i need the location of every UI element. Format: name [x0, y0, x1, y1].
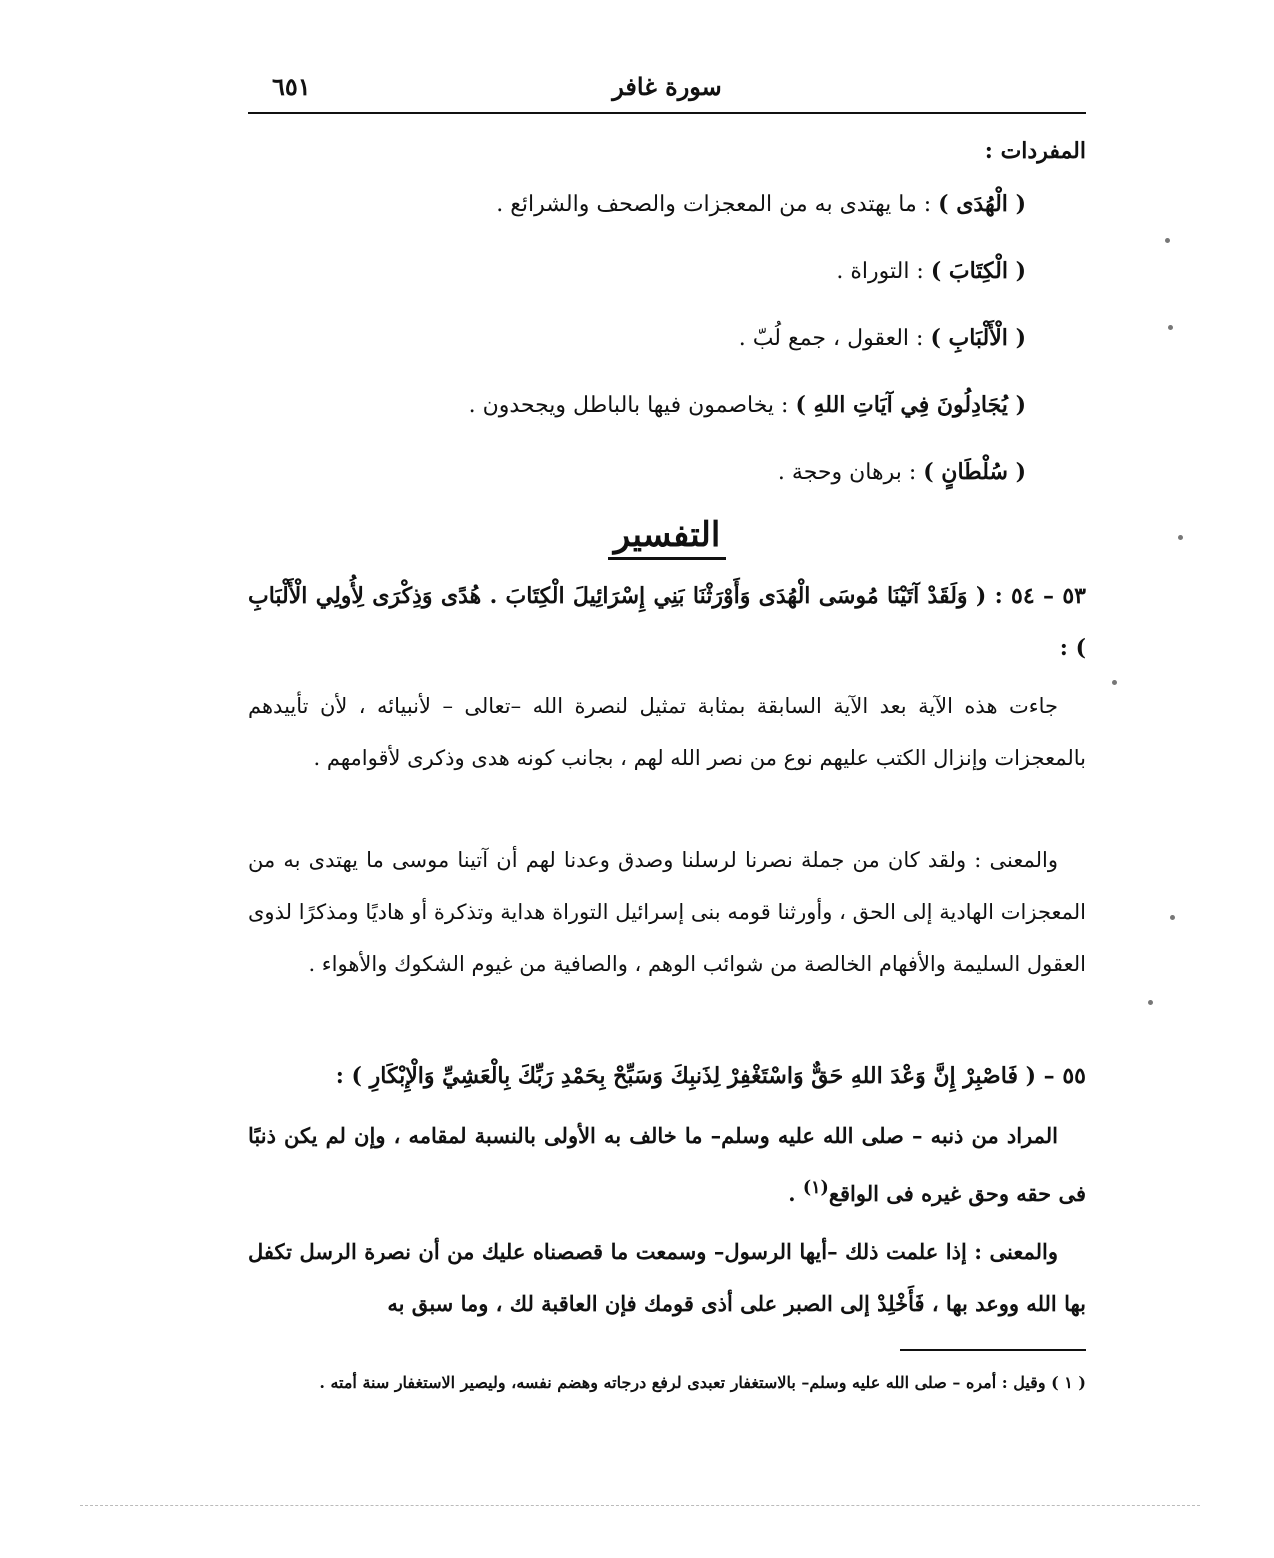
scan-speck [1165, 238, 1170, 243]
verse-53-54: ٥٣ – ٥٤ : ( وَلَقَدْ آتَيْنَا مُوسَى الْهُدَى وَأَوْرَثْنَا بَنِي إِسْرَائِيلَ الْكِتَابَ . هُدًى وَذِكْرَى لِأُولِي الْأَلْبَابِ ) : [248, 583, 1086, 661]
paragraph-3-end: . [788, 1181, 803, 1206]
vocabulary-meaning: : يخاصمون فيها بالباطل ويجحدون . [468, 393, 796, 418]
vocabulary-meaning: : ما يهتدى به من المعجزات والصحف والشرائع . [496, 192, 939, 217]
scan-speck [1168, 325, 1173, 330]
vocabulary-term: ( الْكِتَابَ ) [930, 258, 1026, 284]
section-title-text: التفسير [608, 515, 727, 560]
paragraph-2 [248, 834, 1086, 990]
page-number: ٦٥١ [272, 72, 311, 101]
footnote-reference: (١) [802, 1178, 829, 1198]
scan-speck [1112, 680, 1117, 685]
footnote-rule [900, 1349, 1086, 1351]
vocabulary-meaning: : برهان وحجة . [777, 460, 924, 485]
verse-55: ٥٥ – ( فَاصْبِرْ إِنَّ وَعْدَ اللهِ حَقٌّ وَاسْتَغْفِرْ لِذَنبِكَ وَسَبِّحْ بِحَمْدِ رَبِّكَ بِالْعَشِيِّ وَالْإِبْكَارِ ) : [335, 1063, 1086, 1089]
paragraph-4-text: والمعنى : إذا علمت ذلك –أيها الرسول– وسمعت ما قصصناه عليك من أن نصرة الرسل تكفل بها الله ووعد بها ، فَأَخْلِدْ إلى الصبر على أذى قومك فإن العاقبة لك ، وما سبق به [248, 1239, 1086, 1316]
vocabulary-item [386, 188, 1026, 221]
vocabulary-item [386, 255, 1026, 288]
scan-speck [1178, 535, 1183, 540]
paragraph-1-text: جاءت هذه الآية بعد الآية السابقة بمثابة تمثيل لنصرة الله –تعالى – لأنبيائه ، لأن تأييدهم بالمعجزات وإنزال الكتب عليهم نوع من نصر الله لهم ، بجانب كونه هدى وذكرى لأقوامهم . [248, 694, 1086, 770]
scan-speck [1170, 915, 1175, 920]
vocabulary-meaning: : العقول ، جمع لُبّ . [738, 326, 931, 351]
paragraph-2-text: والمعنى : ولقد كان من جملة نصرنا لرسلنا وصدق وعدنا لهم أن آتينا موسى ما يهتدى به من المعجزات الهادية إلى الحق ، وأورثنا قومه بنى إسرائيل التوراة هداية وتذكرة أو هاديًا ومذكرًا لذوى العقول السليمة والأفهام الخالصة من شوائب الوهم ، والصافية من غيوم الشكوك والأهواء . [248, 848, 1086, 976]
paragraph-3-line [248, 1110, 1086, 1220]
footnote: ( ١ ) وقيل : أمره – صلى الله عليه وسلم– بالاستغفار تعبدى لرفع درجاته وهضم نفسه، وليصير الاستغفار سنة أمته . [319, 1373, 1086, 1392]
paragraph-4 [248, 1226, 1086, 1330]
vocabulary-item [386, 322, 1026, 355]
paragraph-1 [248, 680, 1086, 784]
paragraph-3 [248, 1110, 1086, 1220]
section-title [248, 515, 1086, 555]
vocabulary-term: ( يُجَادِلُونَ فِي آيَاتِ اللهِ ) [795, 392, 1026, 418]
vocabulary-term: ( الْهُدَى ) [938, 191, 1026, 217]
paragraph-3-text: المراد من ذنبه – صلى الله عليه وسلم– ما خالف به الأولى بالنسبة لمقامه ، وإن لم يكن ذنبًا فى حقه وحق غيره فى الواقع [248, 1123, 1086, 1206]
vocabulary-term: ( الْأَلْبَابِ ) [930, 325, 1026, 351]
vocabulary-item [386, 389, 1026, 422]
page-header [248, 66, 1086, 112]
vocabulary-heading: المفردات : [984, 138, 1086, 164]
header-rule [248, 112, 1086, 114]
scan-speck [1148, 1000, 1153, 1005]
scan-edge-line [80, 1505, 1200, 1506]
vocabulary-meaning: : التوراة . [836, 259, 931, 284]
vocabulary-item [386, 456, 1026, 489]
surah-title: سورة غافر [612, 72, 722, 101]
vocabulary-term: ( سُلْطَانٍ ) [923, 459, 1026, 485]
vocabulary-list [386, 188, 1026, 523]
